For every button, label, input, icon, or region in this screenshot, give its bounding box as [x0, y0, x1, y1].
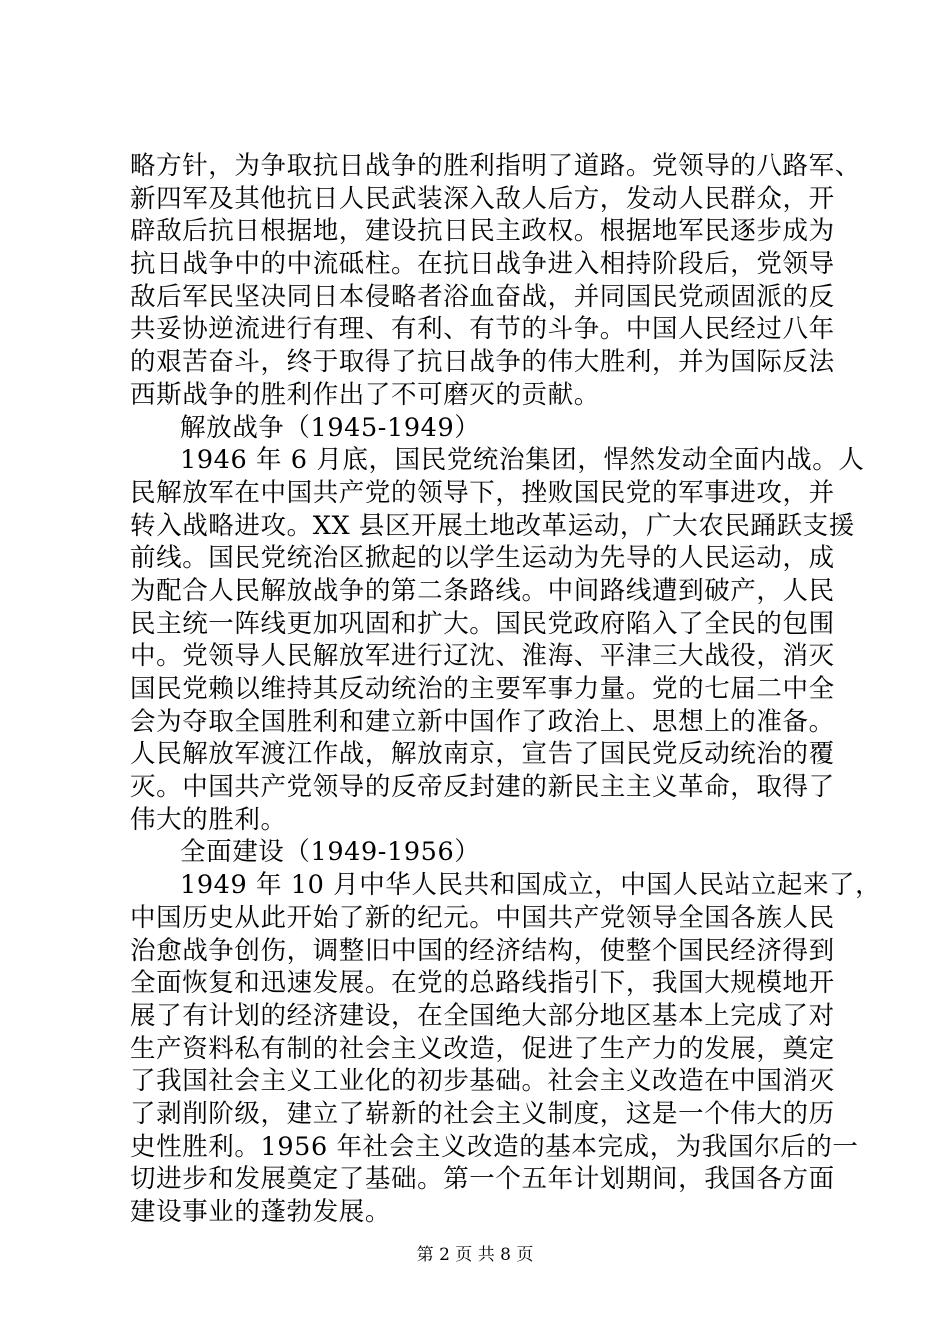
- text-line: 全面建设（1949-1956）: [180, 837, 481, 868]
- text-line: 辟敌后抗日根据地，建设抗日民主政权。根据地军民逐步成为: [130, 216, 835, 247]
- text-line: 国民党赖以维持其反动统治的主要军事力量。党的七届二中全: [130, 674, 835, 704]
- text-line: 前线。国民党统治区掀起的以学生运动为先导的人民运动，成: [130, 543, 835, 574]
- text-line: 敌后军民坚决同日本侵略者浴血奋战，并同国民党顽固派的反: [130, 281, 835, 312]
- text-line: 会为夺取全国胜利和建立新中国作了政治上、思想上的准备。: [130, 706, 835, 737]
- text-line: 民主统一阵线更加巩固和扩大。国民党政府陷入了全民的包围: [130, 608, 835, 639]
- text-line: 治愈战争创伤，调整旧中国的经济结构，使整个国民经济得到: [130, 935, 835, 966]
- text-line: 为配合人民解放战争的第二条路线。中间路线遭到破产，人民: [130, 575, 835, 606]
- text-line: 生产资料私有制的社会主义改造，促进了生产力的发展，奠定: [130, 1033, 835, 1064]
- body-text: [130, 150, 882, 1229]
- text-line: 西斯战争的胜利作出了不可磨灭的贡献。: [130, 379, 600, 410]
- text-line: 共妥协逆流进行有理、有利、有节的斗争。中国人民经过八年: [130, 314, 835, 345]
- text-line: 建设事业的蓬勃发展。: [130, 1197, 392, 1227]
- text-line: 解放战争（1945-1949）: [180, 412, 481, 443]
- text-line: 人民解放军渡江作战，解放南京，宣告了国民党反动统治的覆: [130, 739, 835, 770]
- text-line: 全面恢复和迅速发展。在党的总路线指引下，我国大规模地开: [130, 968, 835, 999]
- text-line: 转入战略进攻。XX 县区开展土地改革运动，广大农民踊跃支援: [130, 510, 855, 541]
- text-line: 略方针，为争取抗日战争的胜利指明了道路。党领导的八路军、: [130, 151, 861, 181]
- text-line: 1946 年 6 月底，国民党统治集团，悍然发动全面内战。人: [180, 445, 865, 476]
- text-line: 1949 年 10 月中华人民共和国成立，中国人民站立起来了，: [180, 870, 882, 901]
- text-line: 抗日战争中的中流砥柱。在抗日战争进入相持阶段后，党领导: [130, 249, 835, 280]
- text-line: 史性胜利。1956 年社会主义改造的基本完成，为我国尔后的一: [130, 1131, 859, 1162]
- text-line: 了剥削阶级，建立了崭新的社会主义制度，这是一个伟大的历: [130, 1098, 835, 1129]
- text-line: 中。党领导人民解放军进行辽沈、淮海、平津三大战役，消灭: [130, 641, 835, 672]
- text-line: 伟大的胜利。: [130, 804, 287, 835]
- text-line: 的艰苦奋斗，终于取得了抗日战争的伟大胜利，并为国际反法: [130, 347, 835, 378]
- text-line: 展了有计划的经济建设，在全国绝大部分地区基本上完成了对: [130, 1000, 835, 1031]
- text-line: 了我国社会主义工业化的初步基础。社会主义改造在中国消灭: [130, 1066, 835, 1097]
- text-line: 灭。中国共产党领导的反帝反封建的新民主主义革命，取得了: [130, 772, 835, 803]
- page-footer: 第 2 页 共 8 页: [416, 1245, 534, 1265]
- text-line: 民解放军在中国共产党的领导下，挫败国民党的军事进攻，并: [130, 477, 835, 508]
- text-line: 新四军及其他抗日人民武装深入敌人后方，发动人民群众，开: [130, 183, 835, 214]
- text-line: 切进步和发展奠定了基础。第一个五年计划期间，我国各方面: [130, 1164, 835, 1195]
- text-line: 中国历史从此开始了新的纪元。中国共产党领导全国各族人民: [130, 902, 835, 933]
